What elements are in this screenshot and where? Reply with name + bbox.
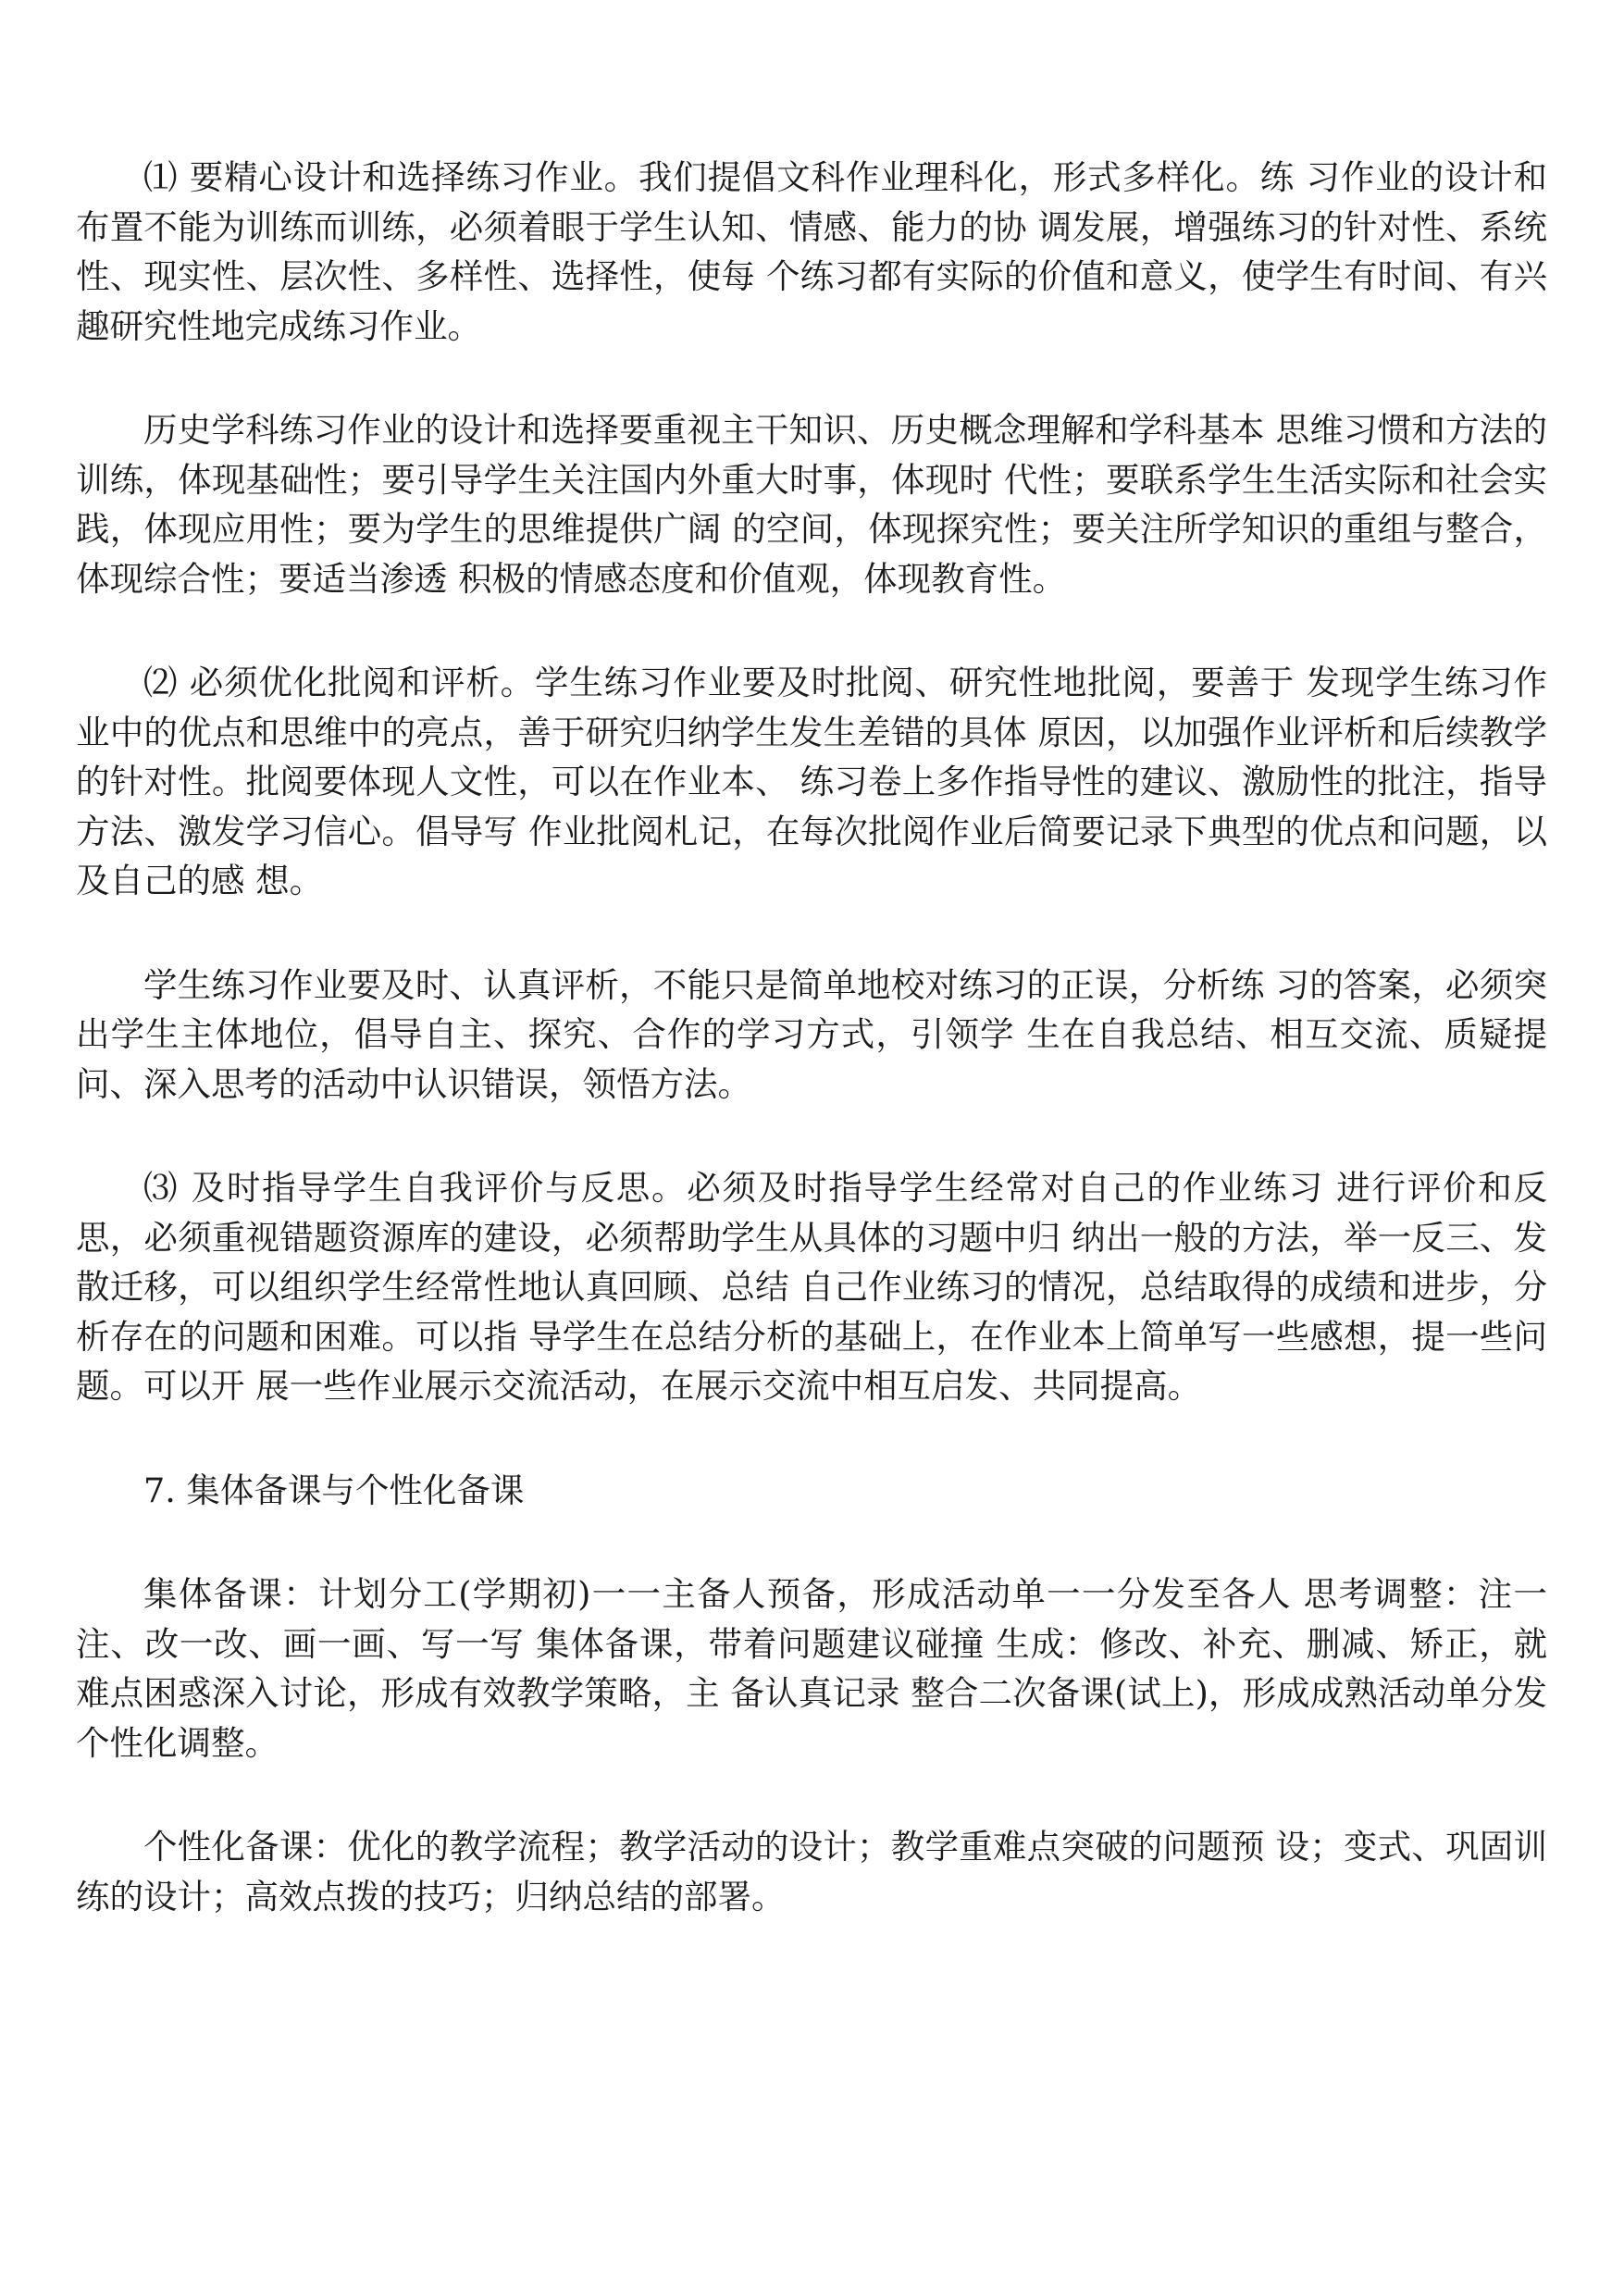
paragraph-self-reflection: ⑶ 及时指导学生自我评价与反思。必须及时指导学生经常对自己的作业练习 进行评价和反思，必须重视错题资源库的建设，必须帮助学生从具体的习题中归 纳出一般的方法，举一反三、发散迁移，可以组织学生经常性地认真回顾、总结 自己作业练习的情况，总结取得的成绩和进步，分析存在的问题和困难。可以指 导学生在总结分析的基础上，在作业本上简单写一些感想，提一些问题。可以开 展一些作业展示交流活动，在展示交流中相互启发、共同提高。 [76, 1168, 1547, 1406]
document-body [76, 153, 1547, 1976]
paragraph-collective-prep: 集体备课：计划分工(学期初)一一主备人预备，形成活动单一一分发至各人 思考调整：注一注、改一改、画一画、写一写 集体备课，带着问题建议碰撞 生成：修改、补充、删减、矫正，就难点困惑深入讨论，形成有效教学策略，主 备认真记录 整合二次备课(试上)，形成成熟活动单分发 个性化调整。 [76, 1574, 1547, 1763]
paragraph-practice-design: ⑴ 要精心设计和选择练习作业。我们提倡文科作业理科化，形式多样化。练 习作业的设计和布置不能为训练而训练，必须着眼于学生认知、情感、能力的协 调发展，增强练习的针对性、系统性、现实性、层次性、多样性、选择性，使每 个练习都有实际的价值和意义，使学生有时间、有兴趣研究性地完成练习作业。 [76, 157, 1547, 346]
paragraph-history-practice: 历史学科练习作业的设计和选择要重视主干知识、历史概念理解和学科基本 思维习惯和方法的训练，体现基础性；要引导学生关注国内外重大时事，体现时 代性；要联系学生生活实际和社会实践，体现应用性；要为学生的思维提供广阔 的空间，体现探究性；要关注所学知识的重组与整合，体现综合性；要适当渗透 积极的情感态度和价值观，体现教育性。 [76, 410, 1547, 599]
paragraph-grading-analysis: ⑵ 必须优化批阅和评析。学生练习作业要及时批阅、研究性地批阅，要善于 发现学生练习作业中的优点和思维中的亮点，善于研究归纳学生发生差错的具体 原因，以加强作业评析和后续教学的针对性。批阅要体现人文性，可以在作业本、 练习卷上多作指导性的建议、激励性的批注，指导方法、激发学习信心。倡导写 作业批阅札记，在每次批阅作业后简要记录下典型的优点和问题，以及自己的感 想。 [76, 663, 1547, 900]
section-heading-lesson-prep: 7. 集体备课与个性化备课 [143, 1470, 525, 1510]
paragraph-student-review: 学生练习作业要及时、认真评析，不能只是简单地校对练习的正误，分析练 习的答案，必须突出学生主体地位，倡导自主、探究、合作的学习方式，引领学 生在自我总结、相互交流、质疑提问、深入思考的活动中认识错误，领悟方法。 [76, 964, 1547, 1104]
paragraph-individual-prep: 个性化备课：优化的教学流程；教学活动的设计；教学重难点突破的问题预 设；变式、巩固训练的设计；高效点拨的技巧；归纳总结的部署。 [76, 1827, 1547, 1917]
